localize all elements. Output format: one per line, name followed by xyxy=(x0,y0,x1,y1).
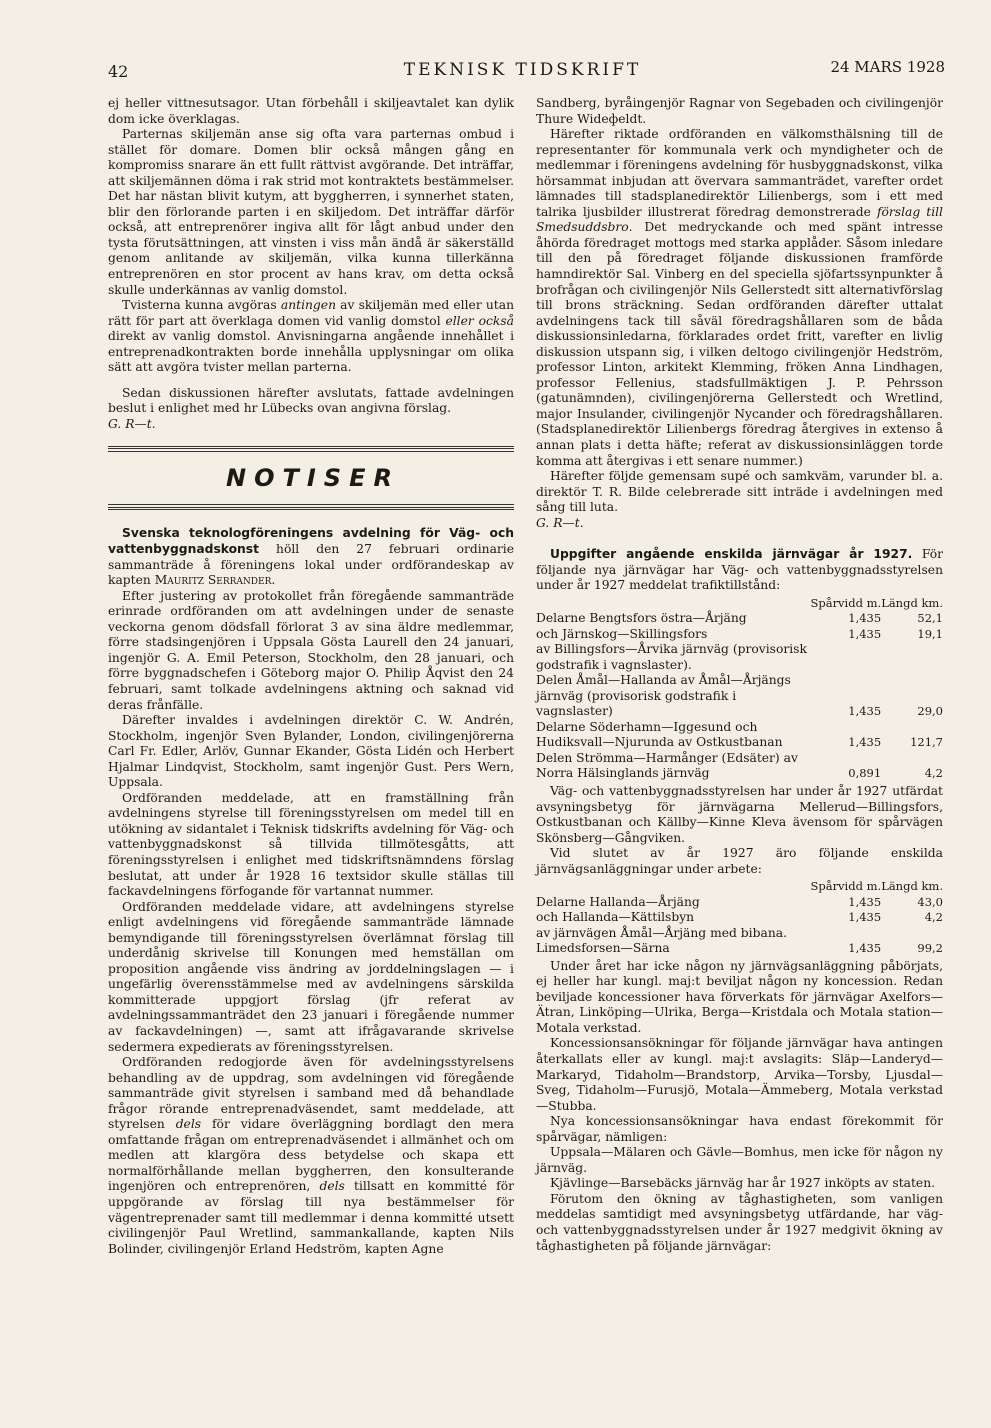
cell-name: Delarne Söderhamn—Iggesund och Hudiksvall—Njurunda av Ostkustbanan xyxy=(536,719,783,750)
cell-gauge: 1,435 xyxy=(848,735,882,750)
paragraph: Ordföranden meddelade, att en framställning från avdelningens styrelse till föreningsstyrelsen om medel till en utökning av sidantalet i Teknisk tidskrifts avdelning för Väg- och vattenbyggnadskonst så tillvida tillmötesgåtts, att föreningsstyrelsen i enlighet med tidskriftsnämndens förslag beslutat, att under år 1928 16 textsidor skulle ställas till fackavdelningens förfogande för vartannat nummer. xyxy=(108,790,514,899)
cell-len: 4,2 xyxy=(924,910,943,925)
signature: G. R—t. xyxy=(536,515,584,530)
signature: G. R—t. xyxy=(108,416,156,431)
section-heading: NOTISER xyxy=(226,464,400,493)
railway-table-opened xyxy=(536,596,943,782)
railway-table-under-construction xyxy=(536,879,943,957)
section-heading-box xyxy=(108,446,514,512)
cell-name: av järnvägen Åmål—Årjäng med bibana. xyxy=(536,925,787,940)
cell-gauge: 0,891 xyxy=(848,766,882,781)
cell-gauge: 1,435 xyxy=(848,910,882,925)
cell-gauge: 1,435 xyxy=(848,611,882,626)
paragraph: Väg- och vattenbyggnadsstyrelsen har under år 1927 utfärdat avsyningsbetyg för järnvägarna Mellerud—Billingsfors, Ostkustbanan och Källby—Kinne Kleva ävensom för spårvägen Skönsberg—Gångviken. xyxy=(536,783,943,845)
table-row xyxy=(536,941,943,957)
table-row xyxy=(536,895,943,911)
cell-gauge xyxy=(810,926,881,942)
paragraph: ej heller vittnesutsagor. Utan förbehåll i skiljeavtalet kan dylik dom icke överklagas. xyxy=(108,96,514,126)
paragraph: Härefter följde gemensam supé och samkväm, varunder bl. a. direktör T. R. Bilde celebrerade sitt inträde i avdelningen med sång till luta. xyxy=(536,469,943,515)
column-header-gauge: Spårvidd m. xyxy=(810,879,882,894)
paragraph: Koncessionsansökningar för följande järnvägar hava antingen återkallats eller av kungl. maj:t avslagits: Släp—Landeryd—Markaryd, Tidaholm—Brandstorp, Arvika—Torsby, Ljusdal—Sveg, Tidaholm—Furusjö, Motala—Ämmeberg, Motala verkstad—Stubba. xyxy=(536,1036,943,1113)
table-row xyxy=(536,910,943,926)
paragraph: Därefter invaldes i avdelningen direktör C. W. Andrén, Stockholm, ingenjör Sven Bylander, London, civilingenjörerna Carl Fr. Edler, Arlöv, Gunnar Ekander, Gösta Lidén och Herbert Hjalmar Lindqvist, Stockholm, samt ingenjör Gust. Pers Wern, Uppsala. xyxy=(108,713,514,790)
table-row xyxy=(536,720,943,751)
paragraph: Härefter riktade ordföranden en välkomsthälsning till de representanter för kommunala verk och myndigheter och de medlemmar i föreningens avdelning för husbyggnadskonst, vilka hörsammat inbjudan att övervara sammanträdet, varefter ordet lämnades till stadsplanedirektör Lilienbergs, som i ett med talrika ljusbilder illustrerat föredrag demonstrerade förslag till Smedsuddsbro. Det medryckande och med spänt intresse åhörda föredraget mottogs med starka applåder. Såsom inledare till den på föredraget följande diskussionen framförde hamndirektör Sal. Vinberg en del speciella sjöfartssynpunkter å brofrågan och civilingenjör Nils Gellerstedt sitt alternativförslag till brons sträckning. Sedan ordföranden därefter uttalat avdelningens tack till såväl föredragshållaren som de båda diskussionsinledarna, förklarades ordet fritt, varefter en livlig diskussion utspann sig, i vilken deltogo civilingenjör Hedström, professor Linton, arkitekt Klemming, fröken Anna Lindhagen, professor Fellenius, stadsfullmäktigen J. P. Pehrsson (gatunämnden), civilingenjörerna Gellerstedt och Wretlind, major Insulander, civilingenjör Nycander och föredragshållaren. (Stadsplanedirektör Lilienbergs föredrag återgives in extenso å annan plats i detta häfte; referat av diskussionsinläggen torde komma att återgivas i ett senare nummer.) xyxy=(536,127,943,468)
paragraph: Under året har icke någon ny järnvägsanläggning påbörjats, ej heller har kungl. maj:t beviljat någon ny koncession. Redan beviljade koncessioner hava förverkats för järnvägar Axelfors—Ätran, Linköping—Ulrika, Berga—Kristdala och Motala station—Motala verkstad. xyxy=(536,958,943,1035)
column-header-gauge: Spårvidd m. xyxy=(810,595,882,610)
column-header-length: Längd km. xyxy=(881,879,943,894)
cell-len xyxy=(881,926,943,942)
paragraph: Uppsala—Mälaren och Gävle—Bomhus, men icke för någon ny järnväg. xyxy=(536,1145,943,1175)
cell-len: 99,2 xyxy=(917,941,943,956)
page-number: 42 xyxy=(108,62,129,81)
page-header xyxy=(100,58,945,84)
paragraph: Ordföranden redogjorde även för avdelningsstyrelsens behandling av de uppdrag, som avdelningen vid föregående sammanträde givit styrelsen i samband med då behandlade frågor rörande entreprenadväsendet, samt meddelade, att styrelsen dels för vidare överläggning bordlagt den mera omfattande frågan om entreprenadväsendet i allmänhet och om medlen att klargöra dess betydelse och skapa ett normalförhållande mellan byggherren, den konsulterande ingenjören och entreprenören, dels tillsatt en kommitté för uppgörande av förslag till nya bestämmelser för vägentreprenader samt till medlemmar i denna kommitté utsett civilingenjör Paul Wretlind, sammankallande, kapten Nils Bolinder, civilingenjör Erland Hedström, kapten Agne xyxy=(108,1055,514,1256)
cell-name: och Hallanda—Kättilsbyn xyxy=(536,910,695,925)
paragraph: Vid slutet av år 1927 äro följande enskilda järnvägsanläggningar under arbete: xyxy=(536,846,943,876)
cell-len: 19,1 xyxy=(917,626,943,641)
cell-len: 52,1 xyxy=(917,611,943,626)
cell-name: Delen Åmål—Hallanda av Åmål—Årjängs järnväg (provisorisk godstrafik i vagnslaster) xyxy=(536,673,791,719)
cell-gauge: 1,435 xyxy=(848,626,882,641)
notice-paragraph: Svenska teknologföreningens avdelning för Väg- och vattenbyggnadskonst höll den 27 februari ordinarie sammanträde å föreningens lokal under ordförandeskap av kapten Mauritz Serrander. xyxy=(108,526,514,588)
cell-name: av Billingsfors—Årvika järnväg (provisorisk godstrafik i vagnslaster). xyxy=(536,642,807,672)
table-row xyxy=(536,642,943,673)
table-row xyxy=(536,611,943,627)
cell-name: Delarne Bengtsfors östra—Årjäng xyxy=(536,611,747,626)
table-row xyxy=(536,751,943,782)
cell-len xyxy=(881,642,943,673)
right-column xyxy=(536,96,943,1254)
table-row xyxy=(536,627,943,643)
paragraph: Parternas skiljemän anse sig ofta vara parternas ombud i stället för domare. Domen blir också mången gång en kompromiss snarare än ett fullt rättvist avgörande. Det inträffar, att skiljemännen döma i rak strid mot kontraktets bestämmelser. Det har nästan blivit kutym, att byggherren, i synnerhet staten, blir den förlorande parten i en skiljedom. Det inträffar därför också, att entreprenörer ingiva allt för lågt anbud under den tysta förutsättningen, att vinsten i viss mån ändå är säkerställd genom anlitande av skiljemän, vilka kunna tillerkänna entreprenören en stor procent av hans krav, om detta också skulle underkännas av vanlig domstol. xyxy=(108,127,514,297)
paragraph: Efter justering av protokollet från föregående sammanträde erinrade ordföranden om att avdelningen under de senaste veckorna genom dödsfall förlorat 3 av sina äldre medlemmar, förre stadsingenjören i Uppsala Gösta Laurell den 24 januari, ingenjör G. A. Emil Peterson, Stockholm, den 28 januari, och förre byggnadschefen i Göteborg major O. Philip Åqvist den 24 februari, samt tolkade avdelningens aktning och saknad vid deras frånfälle. xyxy=(108,588,514,712)
table-row xyxy=(536,926,943,942)
paragraph: Förutom den ökning av tåghastigheten, som vanligen meddelas samtidigt med avsyningsbetyg utfärdande, har väg- och vattenbyggnadsstyrelsen under år 1927 medgivit ökning av tåghastigheten på följande järnvägar: xyxy=(536,1191,943,1253)
cell-gauge xyxy=(810,642,881,673)
column-header-length: Längd km. xyxy=(881,595,943,610)
cell-len: 43,0 xyxy=(917,894,943,909)
paragraph: Sedan diskussionen härefter avslutats, fattade avdelningen beslut i enlighet med hr Lübecks ovan angivna förslag. xyxy=(108,385,514,416)
paragraph: Sandberg, byråingenjör Ragnar von Segebaden och civilingenjör Thure Wideфeldt. xyxy=(536,96,943,126)
cell-len: 121,7 xyxy=(910,735,943,750)
paragraph: Ordföranden meddelade vidare, att avdelningens styrelse enligt avdelningens vid föregående sammanträde lämnade bemyndigande till föreningsstyrelsen överlämnat förslag till underdånig skrivelse till Konungen med hemställan om proposition angående viss ändring av jorddelningslagen — i ungefärlig överensstämmelse med av avdelningens särskilda kommitterade uppgjort förslag (jfr referat av avdelningssammanträdet den 23 januari i föregående nummer av fackavdelningen) —, samt att ifrågavarande skrivelse sedermera expedierats av föreningsstyrelsen. xyxy=(108,899,514,1054)
paragraph: Tvisterna kunna avgöras antingen av skiljemän med eller utan rätt för part att överklaga domen vid vanlig domstol eller också direkt av vanlig domstol. Anvisningarna angående innehållet i entreprenadkontrakten borde innehålla upplysningar om olika sätt att avgöra tvister mellan parterna. xyxy=(108,298,514,375)
cell-len: 29,0 xyxy=(917,704,943,719)
notice-paragraph: Uppgifter angående enskilda järnvägar år 1927. För följande nya järnvägar har Väg- och vattenbyggnadsstyrelsen under år 1927 meddelat trafiktillstånd: xyxy=(536,547,943,593)
table-row xyxy=(536,673,943,720)
left-column xyxy=(108,96,514,1257)
cell-name: Delarne Hallanda—Årjäng xyxy=(536,894,700,909)
issue-date: 24 MARS 1928 xyxy=(830,58,945,76)
paragraph: Kjävlinge—Barsebäcks järnväg har år 1927 inköpts av staten. xyxy=(550,1176,936,1191)
cell-gauge: 1,435 xyxy=(848,894,882,909)
cell-name: Limedsforsen—Särna xyxy=(536,941,670,956)
cell-gauge: 1,435 xyxy=(848,704,882,719)
cell-name: och Järnskog—Skillingsfors xyxy=(536,626,708,641)
cell-name: Delen Strömma—Harmånger (Edsäter) av Norra Hälsinglands järnväg xyxy=(536,750,798,781)
cell-len: 4,2 xyxy=(924,766,943,781)
journal-title: TEKNISK TIDSKRIFT xyxy=(403,60,642,80)
cell-gauge: 1,435 xyxy=(848,941,882,956)
paragraph: Nya koncessionsansökningar hava endast förekommit för spårvägar, nämligen: xyxy=(536,1114,943,1144)
